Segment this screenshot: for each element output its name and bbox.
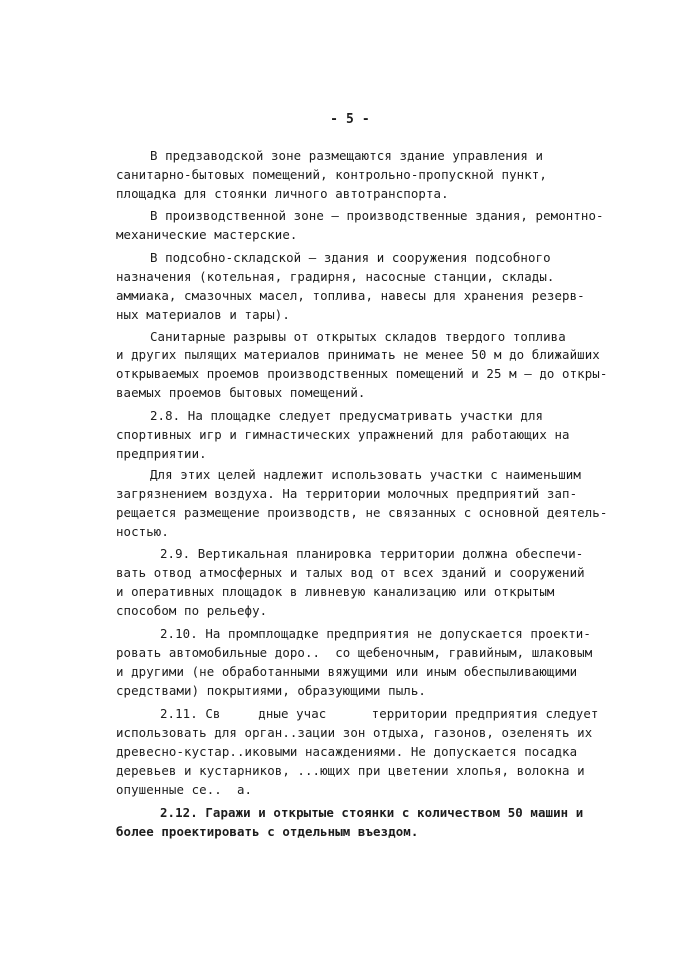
- text-line: 2.8. На площадке следует предусматривать участки для: [150, 408, 544, 423]
- text-line: и другими (не обработанными вяжущими или иным обеспыливающими: [116, 664, 578, 679]
- text-line: предприятии.: [116, 446, 207, 461]
- text-line: вать отвод атмосферных и талых вод от всех зданий и сооружений: [116, 565, 585, 580]
- text-line: деревьев и кустарников, ...ющих при цветении хлопья, волокна и: [116, 763, 585, 778]
- text-line: санитарно-бытовых помещений, контрольно-пропускной пункт,: [116, 167, 547, 182]
- text-line: назначения (котельная, градирня, насосные станции, склады.: [116, 269, 555, 284]
- text-line: и других пылящих материалов принимать не менее 50 м до ближайших: [116, 347, 600, 362]
- text-line: ваемых проемов бытовых помещений.: [116, 385, 366, 400]
- text-line: 2.10. На промплощадке предприятия не допускается проекти-: [160, 626, 591, 641]
- text-line: В подсобно-складской – здания и сооружения подсобного: [150, 250, 551, 265]
- text-line: ровать автомобильные доро.. со щебеночным, гравийным, шлаковым: [116, 645, 593, 660]
- text-line: Для этих целей надлежит использовать участки с наименьшим: [150, 467, 581, 482]
- text-line: площадка для стоянки личного автотранспорта.: [116, 186, 449, 201]
- text-line: Санитарные разрывы от открытых складов твердого топлива: [150, 329, 566, 344]
- text-line: аммиака, смазочных масел, топлива, навесы для хранения резерв-: [116, 288, 585, 303]
- text-line: спортивных игр и гимнастических упражнений для работающих на: [116, 427, 570, 442]
- text-line: более проектировать с отдельным въездом.: [116, 824, 419, 839]
- text-line: загрязнением воздуха. На территории молочных предприятий зап-: [116, 486, 578, 501]
- text-line: В предзаводской зоне размещаются здание управления и: [150, 148, 544, 163]
- text-line: открываемых проемов производственных помещений и 25 м – до откры-: [116, 366, 608, 381]
- text-line: ных материалов и тары).: [116, 307, 290, 322]
- text-line: использовать для орган..зации зон отдыха, газонов, озеленять их: [116, 725, 593, 740]
- page-number: - 5 -: [330, 112, 370, 127]
- text-line: средствами) покрытиями, образующими пыль.: [116, 683, 426, 698]
- text-line: способом по рельефу.: [116, 603, 268, 618]
- text-line: опушенные се.. а.: [116, 782, 253, 797]
- text-line: и оперативных площадок в ливневую канализацию или открытым: [116, 584, 555, 599]
- text-line: 2.11. Св дные учас территории предприятия следует: [160, 706, 599, 721]
- text-line: 2.12. Гаражи и открытые стоянки с количеством 50 машин и: [160, 805, 584, 820]
- text-line: ностью.: [116, 524, 169, 539]
- text-line: механические мастерские.: [116, 227, 298, 242]
- text-line: рещается размещение производств, не связанных с основной деятель-: [116, 505, 608, 520]
- text-line: древесно-кустар..иковыми насаждениями. Не допускается посадка: [116, 744, 578, 759]
- text-line: В производственной зоне – производственные здания, ремонтно-: [150, 208, 604, 223]
- text-line: 2.9. Вертикальная планировка территории должна обеспечи-: [160, 546, 584, 561]
